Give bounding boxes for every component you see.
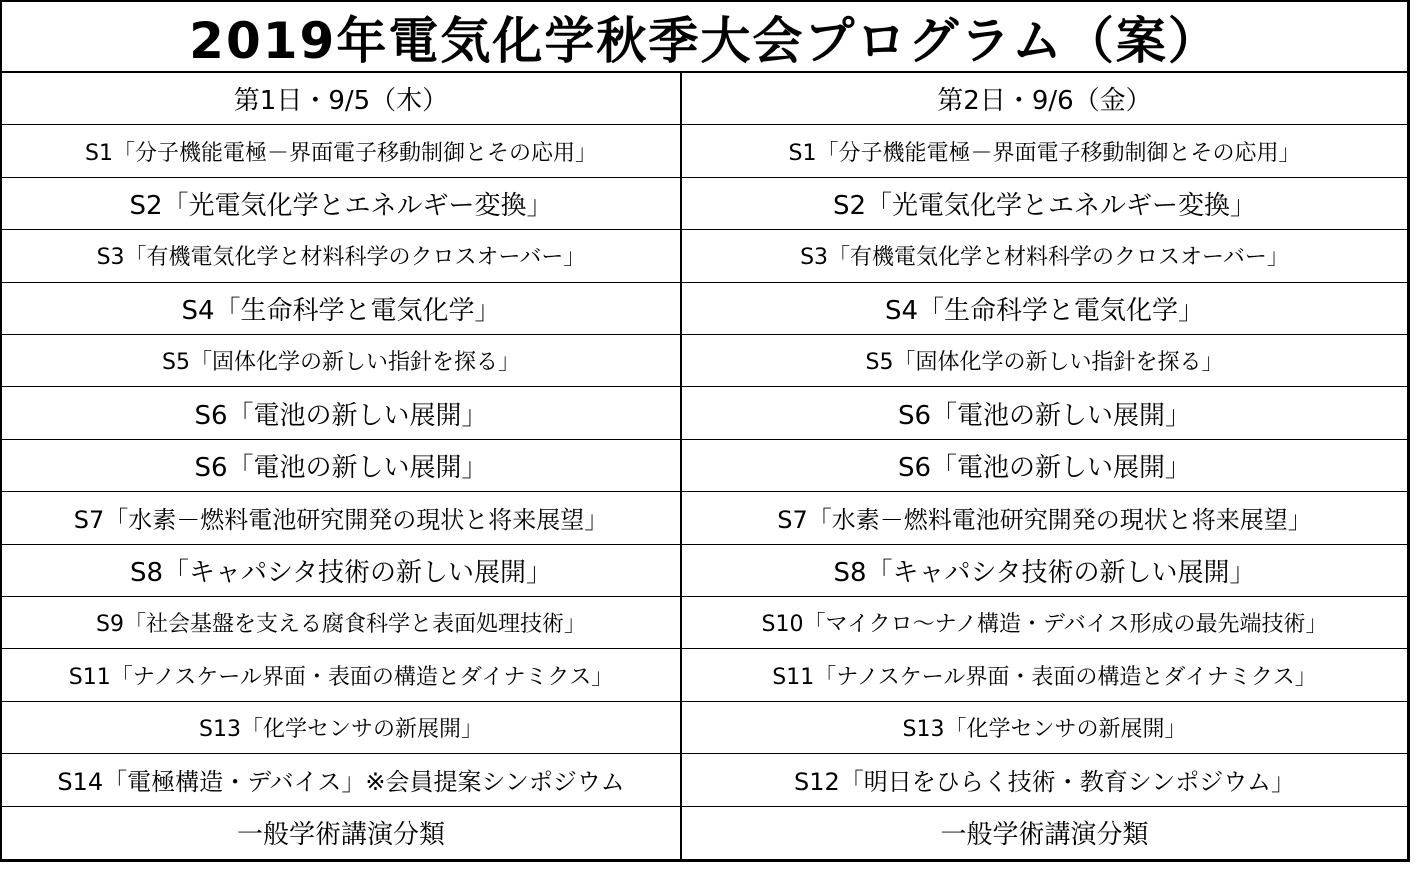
table-cell: S6「電池の新しい展開」 [2,387,682,439]
table-cell: S13「化学センサの新展開」 [2,702,682,754]
day1-header: 第1日・9/5（木） [2,73,682,125]
table-cell: S1「分子機能電極－界面電子移動制御とその応用」 [2,125,682,177]
table-cell: S1「分子機能電極－界面電子移動制御とその応用」 [682,125,1407,177]
table-cell: S6「電池の新しい展開」 [2,440,682,492]
table-cell: S6「電池の新しい展開」 [682,387,1407,439]
table-cell: S5「固体化学の新しい指針を探る」 [682,335,1407,387]
table-cell: S14「電極構造・デバイス」※会員提案シンポジウム [2,754,682,806]
table-cell: S2「光電気化学とエネルギー変換」 [2,178,682,230]
table-cell: S3「有機電気化学と材料科学のクロスオーバー」 [682,230,1407,282]
table-cell: S12「明日をひらく技術・教育シンポジウム」 [682,754,1407,806]
program-grid [2,73,1407,859]
table-cell: S9「社会基盤を支える腐食科学と表面処理技術」 [2,597,682,649]
table-cell: S7「水素－燃料電池研究開発の現状と将来展望」 [682,492,1407,544]
table-cell: S4「生命科学と電気化学」 [682,283,1407,335]
table-cell: S11「ナノスケール界面・表面の構造とダイナミクス」 [2,649,682,701]
table-cell: S13「化学センサの新展開」 [682,702,1407,754]
table-cell: S4「生命科学と電気化学」 [2,283,682,335]
day2-header: 第2日・9/6（金） [682,73,1407,125]
table-cell: S10「マイクロ～ナノ構造・デバイス形成の最先端技術」 [682,597,1407,649]
table-cell: S8「キャパシタ技術の新しい展開」 [2,545,682,597]
table-cell: S3「有機電気化学と材料科学のクロスオーバー」 [2,230,682,282]
table-cell: S5「固体化学の新しい指針を探る」 [2,335,682,387]
table-cell: S8「キャパシタ技術の新しい展開」 [682,545,1407,597]
page-title: 2019年電気化学秋季大会プログラム（案） [2,2,1407,73]
table-cell: S2「光電気化学とエネルギー変換」 [682,178,1407,230]
table-cell: S7「水素－燃料電池研究開発の現状と将来展望」 [2,492,682,544]
table-cell: S11「ナノスケール界面・表面の構造とダイナミクス」 [682,649,1407,701]
table-cell: S6「電池の新しい展開」 [682,440,1407,492]
table-cell: 一般学術講演分類 [2,807,682,859]
table-cell: 一般学術講演分類 [940,820,1149,851]
